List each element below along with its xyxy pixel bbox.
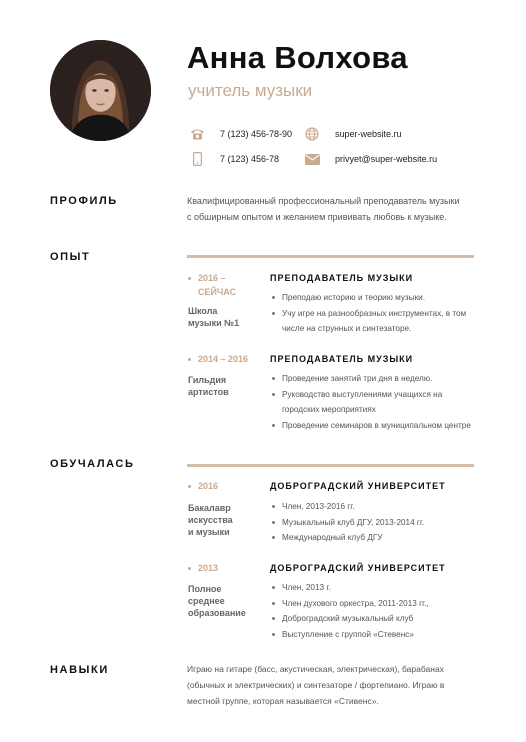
- profile-line: Квалифицированный профессиональный преподаватель музыки: [187, 196, 460, 206]
- list-item: Музыкальный клуб ДГУ, 2013-2014 гг.: [272, 515, 477, 531]
- telephone-icon: [189, 127, 205, 141]
- globe-icon: [304, 127, 320, 141]
- date-bullet: [188, 485, 191, 488]
- profile-summary: [187, 193, 477, 225]
- section-divider: [187, 464, 474, 467]
- education-degree: Бакалавр искусства и музыки: [188, 503, 233, 537]
- skills-line: местной группе, которая называется «Стивенс».: [187, 696, 379, 706]
- experience-organization: Гильдия артистов: [188, 375, 229, 397]
- education-institution: ДОБРОГРАДСКИЙ УНИВЕРСИТЕТ: [270, 481, 446, 491]
- experience-position: ПРЕПОДАВАТЕЛЬ МУЗЫКИ: [270, 273, 414, 283]
- profile-photo: [50, 40, 151, 141]
- experience-duties: [272, 290, 477, 337]
- phone-number[interactable]: 7 (123) 456-78-90: [220, 129, 293, 139]
- experience-duties: [272, 371, 477, 433]
- section-title-education: ОБУЧАЛАСЬ: [50, 458, 135, 470]
- section-title-skills: НАВЫКИ: [50, 664, 109, 676]
- date-bullet: [188, 358, 191, 361]
- list-item: Международный клуб ДГУ: [272, 530, 477, 546]
- education-date: 2016: [188, 479, 218, 493]
- list-item: Член духового оркестра, 2011-2013 гг.,: [272, 596, 477, 612]
- list-item: Учу игре на разнообразных инструментах, в том числе на струнных и синтезаторе.: [272, 306, 477, 337]
- date-bullet: [188, 277, 191, 280]
- education-degree: Полное среднее образование: [188, 584, 246, 618]
- list-item: Проведение занятий три дня в неделю.: [272, 371, 477, 387]
- experience-date: 2014 – 2016: [188, 352, 248, 366]
- website-link[interactable]: super-website.ru: [335, 129, 402, 139]
- person-name: Анна Волхова: [187, 40, 408, 75]
- list-item: Член, 2013 г.: [272, 580, 477, 596]
- contact-email: [304, 152, 437, 166]
- list-item: Руководство выступлениями учащихся на городских мероприятиях: [272, 387, 477, 418]
- section-divider: [187, 255, 474, 258]
- job-title: учитель музыки: [188, 81, 313, 100]
- experience-date: 2016 – СЕЙЧАС: [188, 271, 258, 299]
- list-item: Член, 2013-2016 гг.: [272, 499, 477, 515]
- experience-organization: Школа музыки №1: [188, 306, 240, 328]
- list-item: Доброградский музыкальный клуб: [272, 611, 477, 627]
- skills-description: [187, 661, 479, 709]
- contact-website: [304, 127, 402, 141]
- mobile-number[interactable]: 7 (123) 456-78: [220, 154, 280, 164]
- date-bullet: [188, 567, 191, 570]
- contact-phone: [189, 127, 292, 141]
- list-item: Преподаю историю и теорию музыки.: [272, 290, 477, 306]
- section-title-profile: ПРОФИЛЬ: [50, 195, 118, 207]
- education-institution: ДОБРОГРАДСКИЙ УНИВЕРСИТЕТ: [270, 563, 446, 573]
- section-title-experience: ОПЫТ: [50, 251, 91, 263]
- list-item: Выступление с группой «Стевенс»: [272, 627, 477, 643]
- envelope-icon: [304, 152, 320, 166]
- email-link[interactable]: privyet@super-website.ru: [335, 154, 438, 164]
- list-item: Проведение семинаров в муниципальном центре: [272, 418, 477, 434]
- education-details: [272, 580, 477, 642]
- mobile-phone-icon: [189, 152, 205, 166]
- skills-line: (обычных и электрических) и синтезаторе / фортепиано. Играю в: [187, 680, 445, 690]
- contact-mobile: [189, 152, 279, 166]
- education-details: [272, 499, 477, 546]
- portrait-image: [50, 40, 151, 141]
- education-date: 2013: [188, 561, 218, 575]
- skills-line: Играю на гитаре (басс, акустическая, электрическая), барабанах: [187, 664, 444, 674]
- experience-position: ПРЕПОДАВАТЕЛЬ МУЗЫКИ: [270, 354, 414, 364]
- profile-line: с обширным опытом и желанием прививать любовь к музыке.: [187, 212, 447, 222]
